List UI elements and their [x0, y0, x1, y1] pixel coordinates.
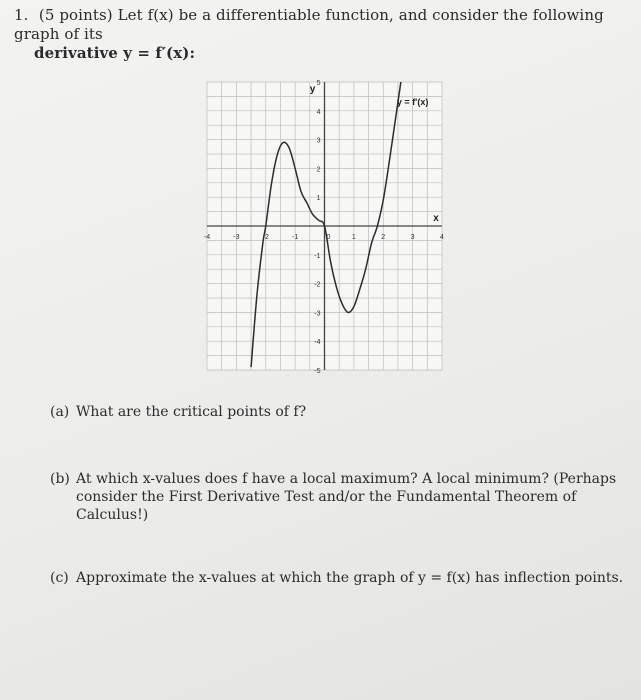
question-a [50, 403, 306, 421]
y-tick-label: 5 [316, 80, 321, 87]
x-tick-label: -1 [292, 234, 299, 241]
y-tick-label: 2 [316, 166, 321, 174]
x-axis-label: x [433, 213, 439, 224]
x-tick-label: 4 [440, 234, 444, 241]
y-tick-label: 4 [316, 108, 321, 116]
y-tick-label: 1 [316, 195, 321, 203]
y-tick-label: -5 [314, 368, 321, 375]
x-tick-label: -3 [233, 234, 240, 241]
question-b-line-1 [50, 470, 635, 488]
problem-derivative-line: derivative y = f′(x): [34, 44, 196, 62]
y-tick-label: 3 [316, 137, 321, 145]
x-tick-label: 3 [410, 234, 415, 241]
x-tick-label: -4 [203, 234, 211, 241]
problem-number: 1. [14, 6, 29, 24]
y-tick-label: -3 [314, 310, 321, 318]
x-tick-label: 2 [381, 234, 386, 241]
question-b-label: (b) [50, 471, 70, 487]
question-a-label: (a) [50, 404, 70, 420]
x-tick-label: 0 [326, 234, 331, 241]
problem-intro-line [14, 6, 634, 44]
derivative-graph [195, 72, 450, 377]
problem-intro: (5 points) Let f(x) be a differentiable function, and consider the following graph of its [14, 6, 604, 43]
question-b [50, 470, 635, 524]
question-b-text-2: consider the First Derivative Test and/or the Fundamental Theorem of Calculus!) [76, 489, 577, 523]
y-tick-label: -4 [314, 339, 321, 347]
y-tick-label: -1 [314, 252, 321, 260]
question-c [50, 569, 635, 587]
question-c-label: (c) [50, 570, 69, 586]
x-tick-label: 1 [351, 234, 356, 241]
question-b-text-1: At which x-values does f have a local maximum? A local minimum? (Perhaps [76, 471, 617, 487]
y-axis-label: y [309, 84, 316, 95]
y-tick-label: -2 [314, 281, 321, 289]
question-c-text: Approximate the x-values at which the graph of y = f(x) has inflection points. [76, 570, 624, 586]
problem-header [14, 6, 634, 63]
curve-label: y = f'(x) [396, 97, 429, 108]
derivative-graph-svg [195, 72, 450, 377]
x-tick-label: -2 [262, 234, 269, 241]
question-a-text: What are the critical points of f? [76, 404, 307, 420]
